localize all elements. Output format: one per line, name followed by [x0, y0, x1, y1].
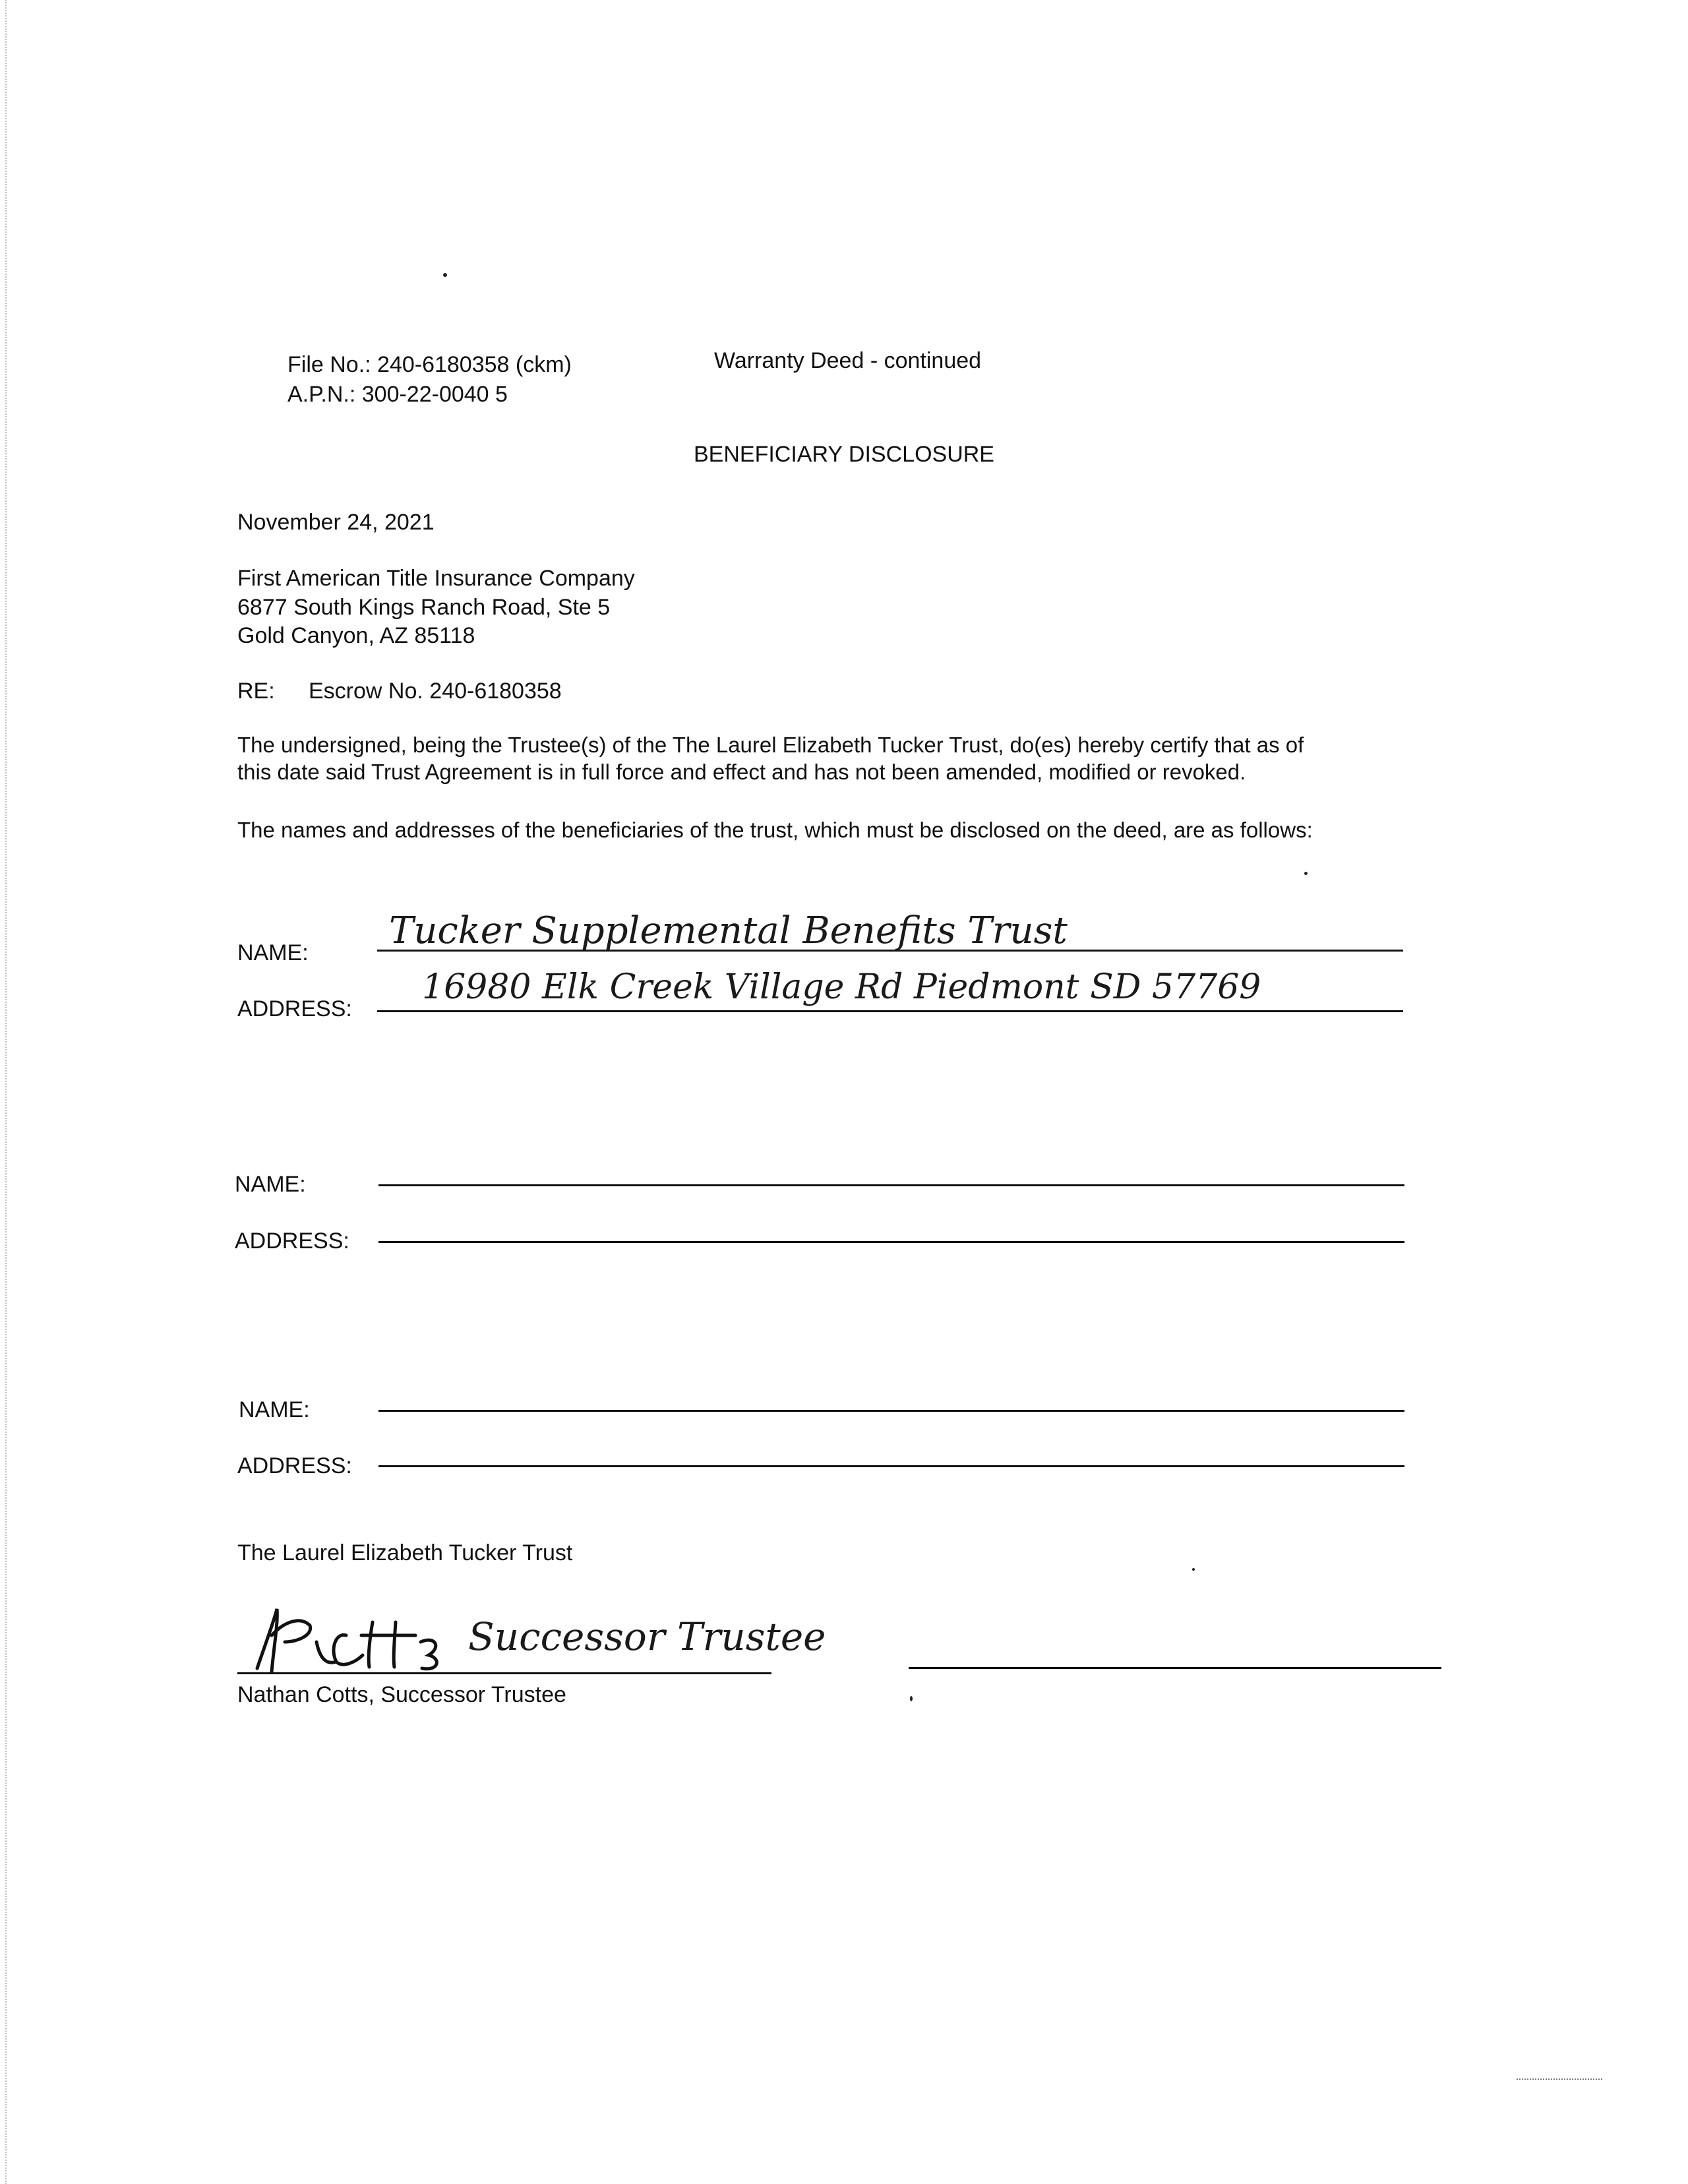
beneficiary-3-address-label: ADDRESS: — [237, 1453, 352, 1478]
scan-edge — [5, 0, 7, 2184]
disclosure-title: BENEFICIARY DISCLOSURE — [694, 442, 994, 467]
scan-speck — [910, 1696, 913, 1701]
re-label: RE: — [237, 679, 275, 704]
beneficiary-1-address-line — [377, 1010, 1403, 1012]
beneficiaries-intro: The names and addresses of the beneficiaries of the trust, which must be disclosed on the deed, are as follows: — [237, 818, 1313, 842]
beneficiary-1-name-handwritten: Tucker Supplemental Benefits Trust — [389, 909, 1068, 952]
scan-dots — [1517, 2078, 1602, 2080]
certification-line-2: this date said Trust Agreement is in full force and effect and has not been amended, modified or revoked. — [237, 760, 1246, 784]
trustee-signature — [237, 1596, 455, 1682]
second-signature-line — [909, 1667, 1441, 1669]
beneficiary-3-name-line — [378, 1410, 1404, 1412]
scan-speck — [443, 273, 447, 277]
scan-speck — [1304, 872, 1308, 875]
beneficiary-1-name-label: NAME: — [237, 940, 309, 965]
addressee-line-2: 6877 South Kings Ranch Road, Ste 5 — [237, 595, 611, 620]
document-date: November 24, 2021 — [237, 510, 435, 535]
certification-line-1: The undersigned, being the Trustee(s) of the The Laurel Elizabeth Tucker Trust, do(es) hereby certify that as of — [237, 733, 1304, 757]
beneficiary-2-address-line — [378, 1241, 1404, 1243]
beneficiary-3-name-label: NAME: — [239, 1397, 310, 1422]
beneficiary-3-address-line — [378, 1465, 1404, 1467]
scan-speck — [1192, 1568, 1195, 1571]
trust-name: The Laurel Elizabeth Tucker Trust — [237, 1540, 573, 1565]
signature-line — [237, 1672, 771, 1674]
file-number: File No.: 240-6180358 (ckm) — [287, 352, 572, 377]
document-title: Warranty Deed - continued — [714, 348, 982, 373]
beneficiary-2-name-label: NAME: — [235, 1172, 306, 1197]
apn-number: A.P.N.: 300-22-0040 5 — [287, 382, 508, 407]
escrow-number: Escrow No. 240-6180358 — [309, 679, 562, 704]
signer-caption: Nathan Cotts, Successor Trustee — [237, 1682, 566, 1707]
beneficiary-1-name-line — [377, 950, 1403, 952]
beneficiary-2-address-label: ADDRESS: — [235, 1228, 349, 1254]
beneficiary-1-address-handwritten: 16980 Elk Creek Village Rd Piedmont SD 57769 — [422, 967, 1261, 1007]
addressee-line-3: Gold Canyon, AZ 85118 — [237, 623, 475, 648]
signature-handwritten-note: Successor Trustee — [468, 1614, 826, 1659]
beneficiary-2-name-line — [378, 1184, 1404, 1186]
beneficiary-1-address-label: ADDRESS: — [237, 996, 352, 1021]
addressee-line-1: First American Title Insurance Company — [237, 566, 635, 591]
